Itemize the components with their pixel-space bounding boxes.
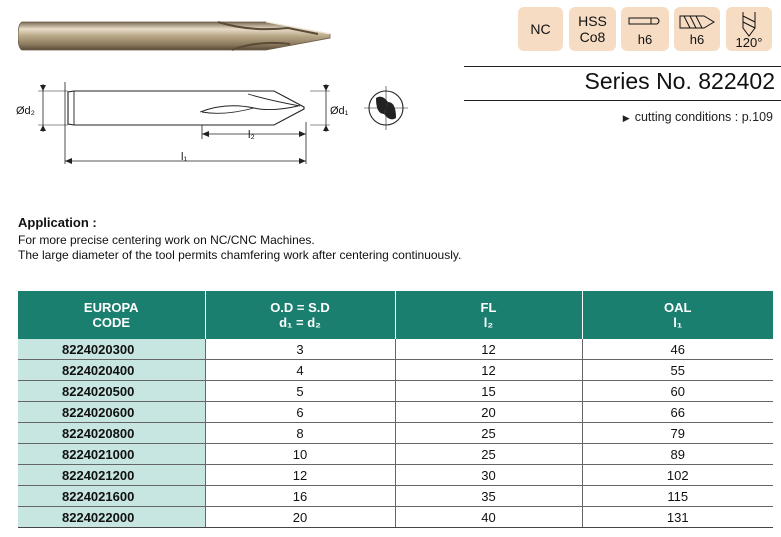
- diameter-cell: 3: [205, 339, 395, 360]
- body-tolerance-label: h6: [689, 32, 705, 47]
- overall-length-label: l₁: [181, 151, 188, 163]
- overall-length-cell: 79: [582, 423, 773, 444]
- overall-length-cell: 102: [582, 465, 773, 486]
- table-row: [18, 486, 773, 507]
- flute-length-label: l₂: [248, 129, 255, 141]
- overall-length-cell: 89: [582, 444, 773, 465]
- code-cell: 8224022000: [18, 507, 205, 528]
- flute-length-cell: 40: [395, 507, 582, 528]
- series-title: Series No. 822402: [584, 68, 775, 94]
- header-diameter: O.D = S.D d₁ = d₂: [205, 291, 395, 339]
- code-cell: 8224021000: [18, 444, 205, 465]
- nc-badge: [518, 7, 563, 51]
- drill-body-icon: [678, 12, 716, 32]
- table-header-row: [18, 291, 773, 339]
- code-cell: 8224020400: [18, 360, 205, 381]
- code-cell: 8224020500: [18, 381, 205, 402]
- code-cell: 8224021600: [18, 486, 205, 507]
- flute-length-cell: 12: [395, 339, 582, 360]
- diameter-cell: 10: [205, 444, 395, 465]
- diameter-cell: 20: [205, 507, 395, 528]
- nc-badge-label: NC: [530, 21, 551, 37]
- body-tolerance-badge: [674, 7, 720, 51]
- left-diameter-label: Ød₂: [16, 105, 35, 117]
- shank-tolerance-badge: [621, 7, 669, 51]
- flute-length-cell: 30: [395, 465, 582, 486]
- table-row: [18, 381, 773, 402]
- diameter-cell: 12: [205, 465, 395, 486]
- shank-icon: [627, 13, 663, 29]
- overall-length-cell: 66: [582, 402, 773, 423]
- code-cell: 8224020300: [18, 339, 205, 360]
- right-diameter-label: Ød₁: [330, 105, 349, 117]
- table-row: [18, 444, 773, 465]
- flute-length-cell: 35: [395, 486, 582, 507]
- table-row: [18, 507, 773, 528]
- diameter-cell: 16: [205, 486, 395, 507]
- application-line-2: The large diameter of the tool permits chamfering work after centering continuously.: [18, 248, 462, 262]
- table-row: [18, 402, 773, 423]
- code-cell: 8224020600: [18, 402, 205, 423]
- header-flute-length: FL l₂: [395, 291, 582, 339]
- point-angle-label: 120°: [735, 35, 763, 50]
- diameter-cell: 6: [205, 402, 395, 423]
- table-row: [18, 465, 773, 486]
- overall-length-cell: 46: [582, 339, 773, 360]
- hss-co8-badge: [569, 7, 616, 51]
- triangle-right-icon: ▶: [622, 113, 630, 123]
- table-row: [18, 423, 773, 444]
- drill-product-image: [18, 12, 348, 60]
- application-line-1: For more precise centering work on NC/CNC Machines.: [18, 233, 315, 247]
- overall-length-cell: 131: [582, 507, 773, 528]
- spec-table: [18, 291, 773, 528]
- co8-label: Co8: [579, 29, 606, 45]
- diameter-cell: 8: [205, 423, 395, 444]
- cutting-conditions-text: cutting conditions : p.109: [634, 110, 773, 124]
- table-row: [18, 339, 773, 360]
- overall-length-cell: 55: [582, 360, 773, 381]
- table-row: [18, 360, 773, 381]
- code-cell: 8224021200: [18, 465, 205, 486]
- header-overall-length: OAL l₁: [582, 291, 773, 339]
- series-bottom-rule: [464, 100, 781, 101]
- overall-length-cell: 115: [582, 486, 773, 507]
- overall-length-cell: 60: [582, 381, 773, 402]
- code-cell: 8224020800: [18, 423, 205, 444]
- cutting-conditions-link[interactable]: [623, 110, 773, 124]
- flute-length-cell: 25: [395, 444, 582, 465]
- diameter-cell: 5: [205, 381, 395, 402]
- diameter-cell: 4: [205, 360, 395, 381]
- flute-length-cell: 12: [395, 360, 582, 381]
- shank-tolerance-label: h6: [637, 32, 653, 47]
- flute-length-cell: 20: [395, 402, 582, 423]
- series-top-rule: [464, 66, 781, 67]
- point-angle-badge: [726, 7, 772, 51]
- drill-technical-drawing: [10, 72, 410, 177]
- point-angle-icon: [738, 10, 760, 38]
- hss-label: HSS: [578, 13, 607, 29]
- application-heading: Application :: [18, 215, 97, 230]
- flute-length-cell: 15: [395, 381, 582, 402]
- header-europa-code: EUROPA CODE: [18, 291, 205, 339]
- flute-length-cell: 25: [395, 423, 582, 444]
